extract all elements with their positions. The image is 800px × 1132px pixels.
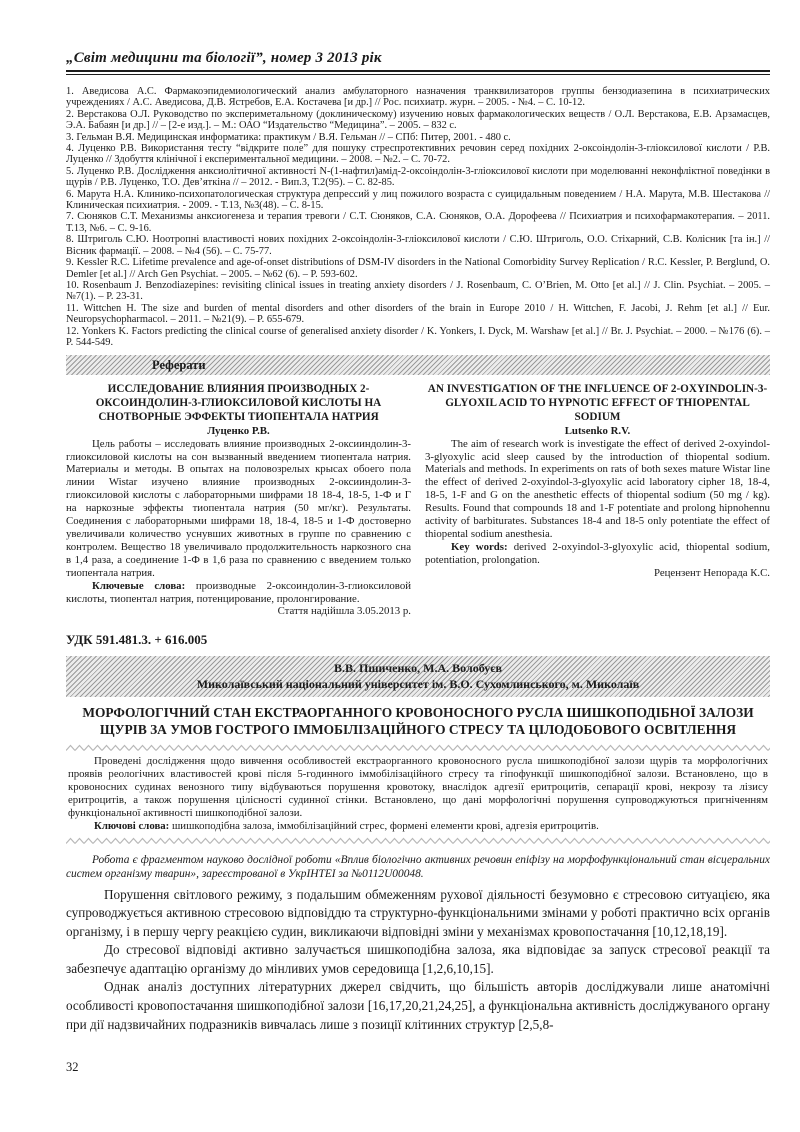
header-rule (66, 70, 770, 75)
abstract-body-ru: Цель работы – исследовать влияние производных 2-оксииндолин-3-глиоксиловой кислоты на сон вызванный введением тиопентала натрия. Материалы и методы. В опытах на половозрелых крысах обоего пола линии Wistar изучено влияние производных 2-оксииндолин-3-глиоксиловой кислоты с лабораторными шифрами 18 18-4, 18-5, 1-Ф и Г на наркозные эффекты тиопентала натрия (50 мг/кг). Результаты. Соединения с лабораторными шифрами 18, 18-4, 18-5 и 1-Ф достоверно увеличивали количество уснувших животных в группе по сравнению с контролем. Вещество 18 увеличивало продолжительность наркозного сна в 1,4 раза, а соединение 1-Ф в 1,6 раза по сравнению с введением только тиопентала натрия. (66, 437, 411, 579)
article-authors: В.В. Пшиченко, М.А. Волобуєв (334, 661, 502, 676)
article-abstract-text: Проведені дослідження щодо вивчення особливостей екстраорганного кровоносного русла шишкоподібної залози щурів та морфологічних проявів реологічних властивостей крові після 5-годинного іммобілізаційного стресу та гіпофункції шишкоподібної залози. Встановлено, що в кровоносних судинах венозного типу відбуваються порушення кровотоку, внаслідок адгезії еритроцитів, сепарації крові, некрозу та лізису еритроцитів, а також порушення цілісності судинної стінки. Встановлено, що дані морфологічні порушення супроводжуються пригніченням функціональної активності шишкоподібної залози. (68, 755, 768, 820)
reference-item: 8. Штриголь С.Ю. Ноотропні властивості нових похідних 2-оксоіндолін-3-гліоксилової кислоти / С.Ю. Штриголь, О.О. Стіхарний, С.В. Колісник [та ін.] // Вісник фармації. – 2008. – №4 (56). – С. 75-77. (66, 234, 770, 257)
reference-item: 2. Верстакова О.Л. Руководство по экспериметальному (доклиническому) изучению новых фармакологических веществ / О.Л. Верстакова, Е.В. Арзамасцев, Э.А. Бабаян [и др.] // – [2-е изд.]. – М.: ОАО “Издательство “Медицина”. – 2005. – 832 с. (66, 108, 770, 132)
abstract-title-ru: ИССЛЕДОВАНИЕ ВЛИЯНИЯ ПРОИЗВОДНЫХ 2-ОКСОИНДОЛИН-3-ГЛИОКСИЛОВОЙ КИСЛОТЫ НА СНОТВОРНЫЕ ЭФФЕКТЫ ТИОПЕНТАЛА НАТРИЯ (95, 383, 382, 423)
keywords-text-en: derived 2-oxyindol-3-glyoxylic acid, thiopental sodium, potentiation, prolongation. (425, 540, 770, 566)
reference-item: 6. Марута Н.А. Клинико-психопатологическая структура депрессий у лиц пожилого возраста с суицидальным поведением / Н.А. Марута, М.В. Шестакова // Клиническая психиатрия. - 2009. - Т.13, №3(48). – С. 8-15. (66, 188, 770, 212)
abstract-column-russian (66, 383, 411, 618)
abstract-body-en: The aim of research work is investigate the effect of derived 2-oxyindol-3-glyoxylic acid sleep caused by the introduction of thiopental sodium. Materials and methods. In experiments on rats of both sexes mature Wistar line the effect of derived 2-oxyindol-3-glyoxylic acid laboratory cipher 18, 18-4, 18-5, 1-F and G on the anesthetic effects of thiopental sodium (50 mg / kg). Results. Found that compounds 18 and 1-F potentiate and prolong hipnohennu activity of barbiturates. Substances 18-4 and 18-5 only potentiate the effect of thiopental sodium anesthesia. (425, 437, 770, 540)
abstract-keywords-text: шишкоподібна залоза, іммобілізаційний стрес, формені елементи крові, адгезія еритроцитів. (171, 820, 599, 833)
reference-item: 10. Rosenbaum J. Benzodiazepines: revisiting clinical issues in treating anxiety disorders / J. Rosenbaum, C. O’Brien, M. Otto [et al.] // J. Clin. Psychiat. – 2005. – №7(1). – P. 23-31. (66, 279, 770, 303)
reference-item: 5. Луценко Р.В. Дослідження анксиолітичної активності N-(1-нафтил)амід-2-оксоіндолін-3-гліоксилової кислоти при моделюванні неконфліктної поведінки в щурів / Р.В. Луценко, Т.О. Дев’яткіна // – 2012. - Вип.3, Т.2(95). – С. 82-85. (66, 165, 770, 189)
abstract-author-en: Lutsenko R.V. (564, 424, 631, 437)
page-number: 32 (66, 1060, 79, 1074)
article-authors-box (66, 656, 770, 697)
keywords-label-ru: Ключевые слова: (92, 579, 186, 592)
article-body (66, 886, 770, 1035)
article-abstract-block (66, 744, 770, 845)
article-reviewer: Рецензент Непорада К.С. (654, 566, 770, 579)
body-paragraph: Порушення світлового режиму, з подальшим обмеженням рухової діяльності безумовно є стресовою ситуацією, яка супроводжується активною стресовою відповіддю та структурно-функціональними змінами у роботі практично всіх органів організму, і в першу чергу реакцією судин, викликаючи відповідні зміни у механізмах кровопостачання [10,12,18,19]. (66, 886, 770, 939)
references-list (66, 86, 770, 348)
funding-note: Робота є фрагментом науково дослідної роботи «Вплив біологічно активних речовин епіфізу на морфофункціональний стан вісцеральних систем організму тварин», зареєстрованої в УкрІНТЕІ за №0112U00048. (66, 854, 770, 880)
reference-item: 12. Yonkers K. Factors predicting the clinical course of generalised anxiety disorder / K. Yonkers, I. Dyck, M. Warshaw [et al.] // Br. J. Psychiat. – 2000. – №176 (6). – P. 544-549. (66, 325, 770, 348)
body-paragraph: Однак аналіз доступних літературних джерел свідчить, що більшість авторів досліджували лише анатомічні особливості кровопостачання шишкоподібної залози [16,17,20,21,24,25], а функціональна активність досліджуваного органу при дії надзвичайних подразників вивчалась лише з позиції клітинних структур [2,5,8- (66, 979, 770, 1032)
keywords-label-en: Key words: (451, 540, 508, 553)
abstracts-section-header: Реферати (66, 355, 770, 375)
abstract-author-ru: Луценко Р.В. (207, 424, 270, 437)
abstract-column-english (425, 383, 770, 618)
zigzag-divider-bottom (66, 837, 770, 845)
abstract-keywords-label: Ключові слова: (94, 820, 170, 833)
keywords-text-ru: производные 2-оксоиндолин-3-глиоксиловой кислоты, тиопентал натрия, потенцирование, пролонгирование. (66, 579, 411, 605)
reference-item: 9. Kessler R.C. Lifetime prevalence and age-of-onset distributions of DSM-IV disorders in the National Comorbidity Survey Replication / R.C. Kessler, P. Berglund, O. Demler [et al.] // Arch Gen Psychiat. – 2005. – №62 (6). – P. 593-602. (66, 257, 770, 280)
reference-item: 7. Сюняков С.Т. Механизмы анксиогенеза и терапия тревоги / С.Т. Сюняков, С.А. Сюняков, О.А. Дорофеева // Психиатрия и психофармакотерапия. – 2011. Т.13, №6. – С. 9-16. (66, 211, 770, 234)
article-abstract (66, 752, 770, 837)
reference-item: 4. Луценко Р.В. Використання тесту “відкрите поле” для пошуку стреспротективних речовин серед похідних 2-оксоіндолін-3-гліоксилової кислоти / Р.В. Луценко // Здобуття клінічної і експериментальної медицини. – 2008. – №2. – С. 70-72. (66, 143, 770, 166)
article-title: МОРФОЛОГІЧНИЙ СТАН ЕКСТРАОРГАННОГО КРОВОНОСНОГО РУСЛА ШИШКОПОДІБНОЇ ЗАЛОЗИ ЩУРІВ ЗА УМОВ ГОСТРОГО ІММОБІЛІЗАЦІЙНОГО СТРЕСУ ТА ЦІЛОДОБОВОГО ОСВІТЛЕННЯ (82, 705, 754, 738)
journal-header: „Світ медицини та біології”, номер 3 2013 рік (66, 50, 382, 66)
reference-item: 1. Аведисова А.С. Фармакоэпидемиологический анализ амбулаторного назначения транквилизаторов группы бензодиазепина в психиатрических учреждениях / А.С. Аведисова, Д.В. Ястребов, Е.А. Костачева [и др.] // Рос. психиатр. журн. – 2005. - №4. – С. 10-12. (66, 86, 770, 109)
abstract-keywords-ru (66, 580, 411, 606)
reference-item: 11. Wittchen H. The size and burden of mental disorders and other disorders of the brain in Europe 2010 / H. Wittchen, F. Jacobi, J. Rehm [et al.] // Eur. Neuropsychopharmacol. – 2011. – №21(9). – P. 655-679. (66, 302, 770, 326)
body-paragraph: До стресової відповіді активно залучається шишкоподібна залоза, яка відповідає за запуск стресової реакції та забезпечує адаптацію організму до мінливих умов середовища [1,2,6,10,15]. (66, 942, 770, 976)
reference-item: 3. Гельман В.Я. Медицинская информатика: практикум / В.Я. Гельман // – СПб: Питер, 2001. - 480 с. (66, 131, 511, 143)
zigzag-divider-top (66, 744, 770, 752)
udc-code: УДК 591.481.3. + 616.005 (66, 632, 208, 648)
article-received-date: Стаття надійшла 3.05.2013 р. (277, 605, 411, 618)
abstract-title-en: AN INVESTIGATION OF THE INFLUENCE OF 2-OXYINDOLIN-3-GLYOXIL ACID TO HYPNOTIC EFFECT OF THIOPENTAL SODIUM (427, 383, 768, 423)
abstracts-columns (66, 383, 770, 618)
abstract-keywords-en (425, 541, 770, 567)
article-abstract-keywords (68, 820, 768, 833)
article-affiliation: Миколаївський національний університет ім. В.О. Сухомлинського, м. Миколаїв (196, 677, 640, 692)
